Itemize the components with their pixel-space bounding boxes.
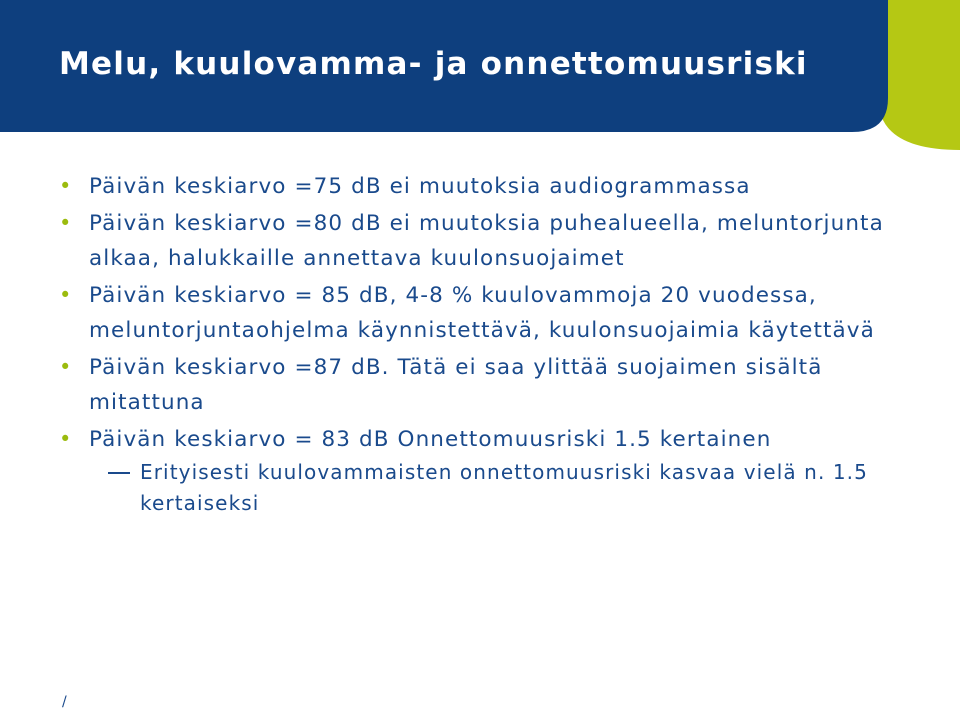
bullet-item (58, 422, 928, 457)
header-band (0, 0, 960, 150)
sub-bullet-item (140, 457, 928, 519)
bullet-text: Päivän keskiarvo = 85 dB, 4-8 % kuulovammoja 20 vuodessa, meluntorjuntaohjelma käynnistettävä, kuulonsuojaimia käytettävä (89, 283, 875, 343)
bullet-item (58, 278, 928, 348)
bullet-dot-icon: • (59, 174, 73, 198)
bullet-item (58, 206, 928, 276)
bullet-text: Päivän keskiarvo =80 dB ei muutoksia puhealueella, meluntorjunta alkaa, halukkaille annettava kuulonsuojaimet (89, 211, 884, 271)
dash-icon (108, 472, 130, 474)
footer-mark: / (62, 694, 67, 710)
bullet-text: Päivän keskiarvo =87 dB. Tätä ei saa ylittää suojaimen sisältä mitattuna (89, 355, 823, 415)
bullet-item (58, 169, 928, 204)
bullet-dot-icon: • (59, 283, 73, 307)
bullet-dot-icon: • (59, 355, 73, 379)
bullet-item (58, 350, 928, 420)
bullet-text: Päivän keskiarvo = 83 dB Onnettomuusriski 1.5 kertainen (89, 427, 772, 452)
sub-bullet-text: Erityisesti kuulovammaisten onnettomuusriski kasvaa vielä n. 1.5 kertaiseksi (140, 460, 868, 515)
bullet-text: Päivän keskiarvo =75 dB ei muutoksia audiogrammassa (89, 174, 751, 199)
bullet-dot-icon: • (59, 427, 73, 451)
bullet-list (58, 169, 928, 519)
bullet-dot-icon: • (59, 211, 73, 235)
slide-title: Melu, kuulovamma- ja onnettomuusriski (59, 46, 808, 82)
